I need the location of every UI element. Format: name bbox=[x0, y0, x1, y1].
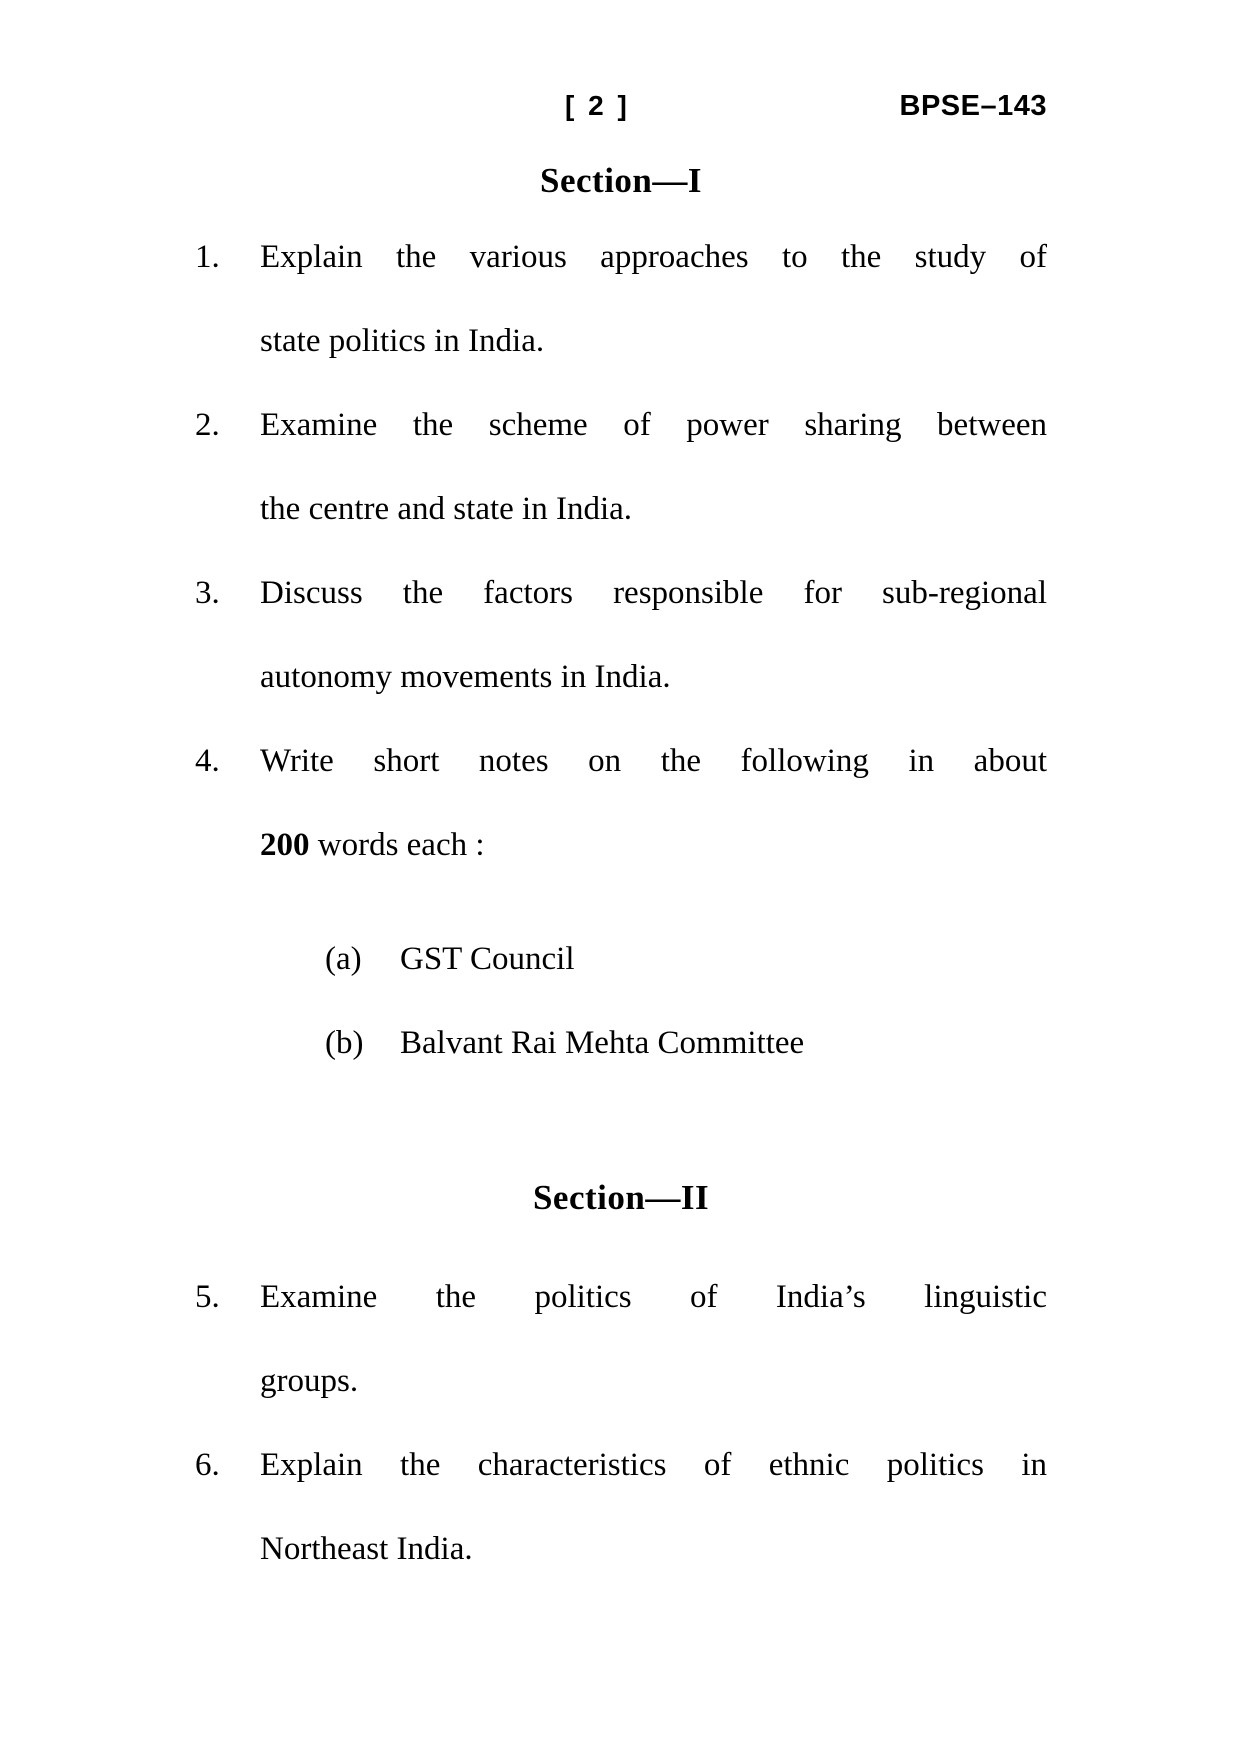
question-2-line-1: Examine the scheme of power sharing between bbox=[260, 407, 1047, 443]
question-3 bbox=[195, 551, 1047, 719]
question-4-number: 4. bbox=[195, 743, 220, 779]
question-1 bbox=[195, 215, 1047, 383]
question-1-number: 1. bbox=[195, 239, 220, 275]
subitem-b-text: Balvant Rai Mehta Committee bbox=[400, 1025, 805, 1061]
question-6-line-1: Explain the characteristics of ethnic politics in bbox=[260, 1447, 1047, 1483]
question-6 bbox=[195, 1423, 1047, 1591]
question-1-line-1: Explain the various approaches to the study of bbox=[260, 239, 1047, 275]
question-4-word-count: 200 bbox=[260, 827, 310, 863]
page-content bbox=[195, 0, 1047, 1591]
question-4-subitems bbox=[325, 917, 1047, 1085]
question-5 bbox=[195, 1255, 1047, 1423]
question-3-number: 3. bbox=[195, 575, 220, 611]
question-1-line-2: state politics in India. bbox=[260, 323, 545, 359]
question-5-number: 5. bbox=[195, 1279, 220, 1315]
subitem-b bbox=[325, 1001, 1047, 1085]
section-2-title: Section—II bbox=[532, 1178, 710, 1217]
subitem-a bbox=[325, 917, 1047, 1001]
question-3-line-2: autonomy movements in India. bbox=[260, 659, 671, 695]
question-3-line-1: Discuss the factors responsible for sub-regional bbox=[260, 575, 1047, 611]
subitem-a-text: GST Council bbox=[400, 941, 575, 977]
paper-code: BPSE–143 bbox=[899, 90, 1047, 122]
question-2 bbox=[195, 383, 1047, 551]
question-2-body bbox=[260, 383, 1047, 551]
question-4-line-2 bbox=[260, 803, 1047, 887]
question-5-line-1: Examine the politics of India’s linguistic bbox=[260, 1279, 1047, 1315]
question-4-body bbox=[260, 719, 1047, 1085]
subitem-b-label: (b) bbox=[325, 1025, 364, 1061]
question-5-body bbox=[260, 1255, 1047, 1423]
question-2-line-2: the centre and state in India. bbox=[260, 491, 633, 527]
section-1-title: Section—I bbox=[540, 161, 702, 200]
question-4 bbox=[195, 719, 1047, 1085]
question-1-body bbox=[260, 215, 1047, 383]
question-6-body bbox=[260, 1423, 1047, 1591]
question-4-line-2-rest: words each : bbox=[309, 827, 485, 863]
question-4-line-1: Write short notes on the following in about bbox=[260, 743, 1047, 779]
question-2-number: 2. bbox=[195, 407, 220, 443]
section-2-questions bbox=[195, 1255, 1047, 1591]
question-6-number: 6. bbox=[195, 1447, 220, 1483]
page-number: [ 2 ] bbox=[565, 90, 630, 121]
question-3-body bbox=[260, 551, 1047, 719]
question-5-line-2: groups. bbox=[260, 1363, 359, 1399]
question-6-line-2: Northeast India. bbox=[260, 1531, 473, 1567]
section-1-questions bbox=[195, 215, 1047, 1085]
subitem-a-label: (a) bbox=[325, 941, 362, 977]
